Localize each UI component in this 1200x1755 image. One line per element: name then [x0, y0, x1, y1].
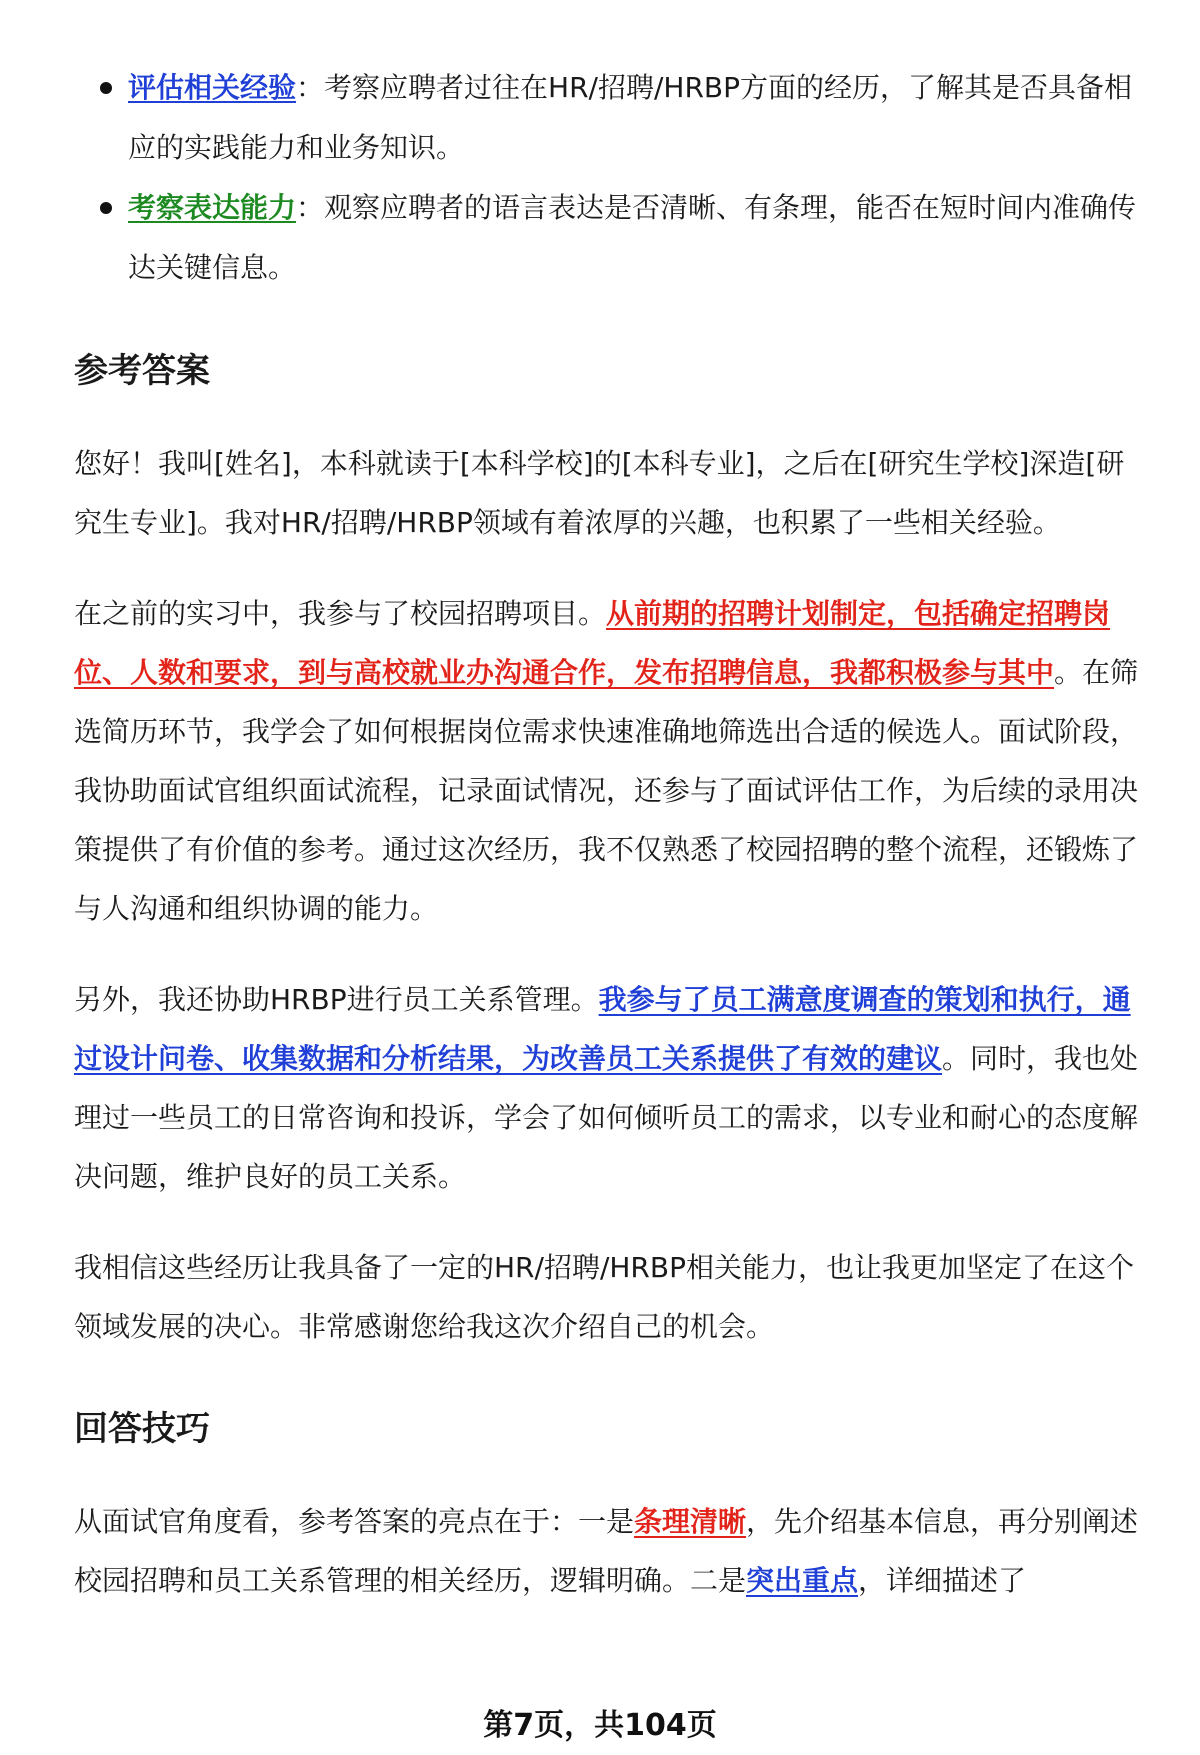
- paragraph-text: 。同时，我也处理过一些员工的日常咨询和投诉，学会了如何倾听员工的需求，以专业和耐心的态度解决问题，维护良好的员工关系。: [74, 1042, 1139, 1193]
- paragraph-text: ，详细描述了: [858, 1564, 1027, 1597]
- highlight-blue-link[interactable]: 我参与了员工满意度调查的策划和执行，通过设计问卷、收集数据和分析结果，为改善员工关系提供了有效的建议: [74, 983, 1131, 1075]
- bullet-dot-icon: [100, 202, 112, 214]
- list-item-text: ：观察应聘者的语言表达是否清晰、有条理，能否在短时间内准确传达关键信息。: [128, 191, 1137, 284]
- paragraph-text: 。在筛选简历环节，我学会了如何根据岗位需求快速准确地筛选出合适的候选人。面试阶段，我协助面试官组织面试流程，记录面试情况，还参与了面试评估工作，为后续的录用决策提供了有价值的参考。通过这次经历，我不仅熟悉了校园招聘的整个流程，还锻炼了与人沟通和组织协调的能力。: [74, 656, 1139, 925]
- paragraph-text: 另外，我还协助HRBP进行员工关系管理。: [74, 983, 599, 1016]
- highlight-red-link[interactable]: 条理清晰: [634, 1505, 747, 1538]
- list-item: [74, 178, 1150, 298]
- section-heading-tips: 回答技巧: [74, 1409, 210, 1449]
- list-item-text: ：考察应聘者过往在HR/招聘/HRBP方面的经历，了解其是否具备相应的实践能力和业务知识。: [128, 71, 1132, 164]
- highlight-red-link[interactable]: 从前期的招聘计划制定，包括确定招聘岗位、人数和要求，到与高校就业办沟通合作，发布招聘信息，我都积极参与其中: [74, 597, 1111, 689]
- answer-paragraph-intro: 您好！我叫[姓名]，本科就读于[本科学校]的[本科专业]，之后在[研究生学校]深造[研究生专业]。我对HR/招聘/HRBP领域有着浓厚的兴趣，也积累了一些相关经验。: [74, 447, 1125, 539]
- answer-paragraph-employee-relations: [74, 970, 1150, 1206]
- paragraph-text: ，先介绍基本信息，再分别阐述校园招聘和员工关系管理的相关经历，逻辑明确。二是: [74, 1505, 1139, 1597]
- paragraph-text: 从面试官角度看，参考答案的亮点在于：一是: [74, 1505, 635, 1538]
- highlight-blue-link[interactable]: 突出重点: [746, 1564, 859, 1597]
- keyword-link[interactable]: 考察表达能力: [128, 191, 297, 224]
- paragraph-text: 在之前的实习中，我参与了校园招聘项目。: [74, 597, 607, 630]
- tips-paragraph: [74, 1492, 1150, 1610]
- answer-paragraph-closing: 我相信这些经历让我具备了一定的HR/招聘/HRBP相关能力，也让我更加坚定了在这个领域发展的决心。非常感谢您给我这次介绍自己的机会。: [74, 1251, 1134, 1343]
- document-page: [74, 58, 1150, 1610]
- section-heading-answer: 参考答案: [74, 351, 210, 391]
- criteria-list: [74, 58, 1150, 298]
- page-number: 第7页，共104页: [483, 1708, 717, 1743]
- keyword-link[interactable]: 评估相关经验: [128, 71, 297, 104]
- answer-paragraph-campus: [74, 584, 1150, 938]
- bullet-dot-icon: [100, 82, 112, 94]
- list-item: [74, 58, 1150, 178]
